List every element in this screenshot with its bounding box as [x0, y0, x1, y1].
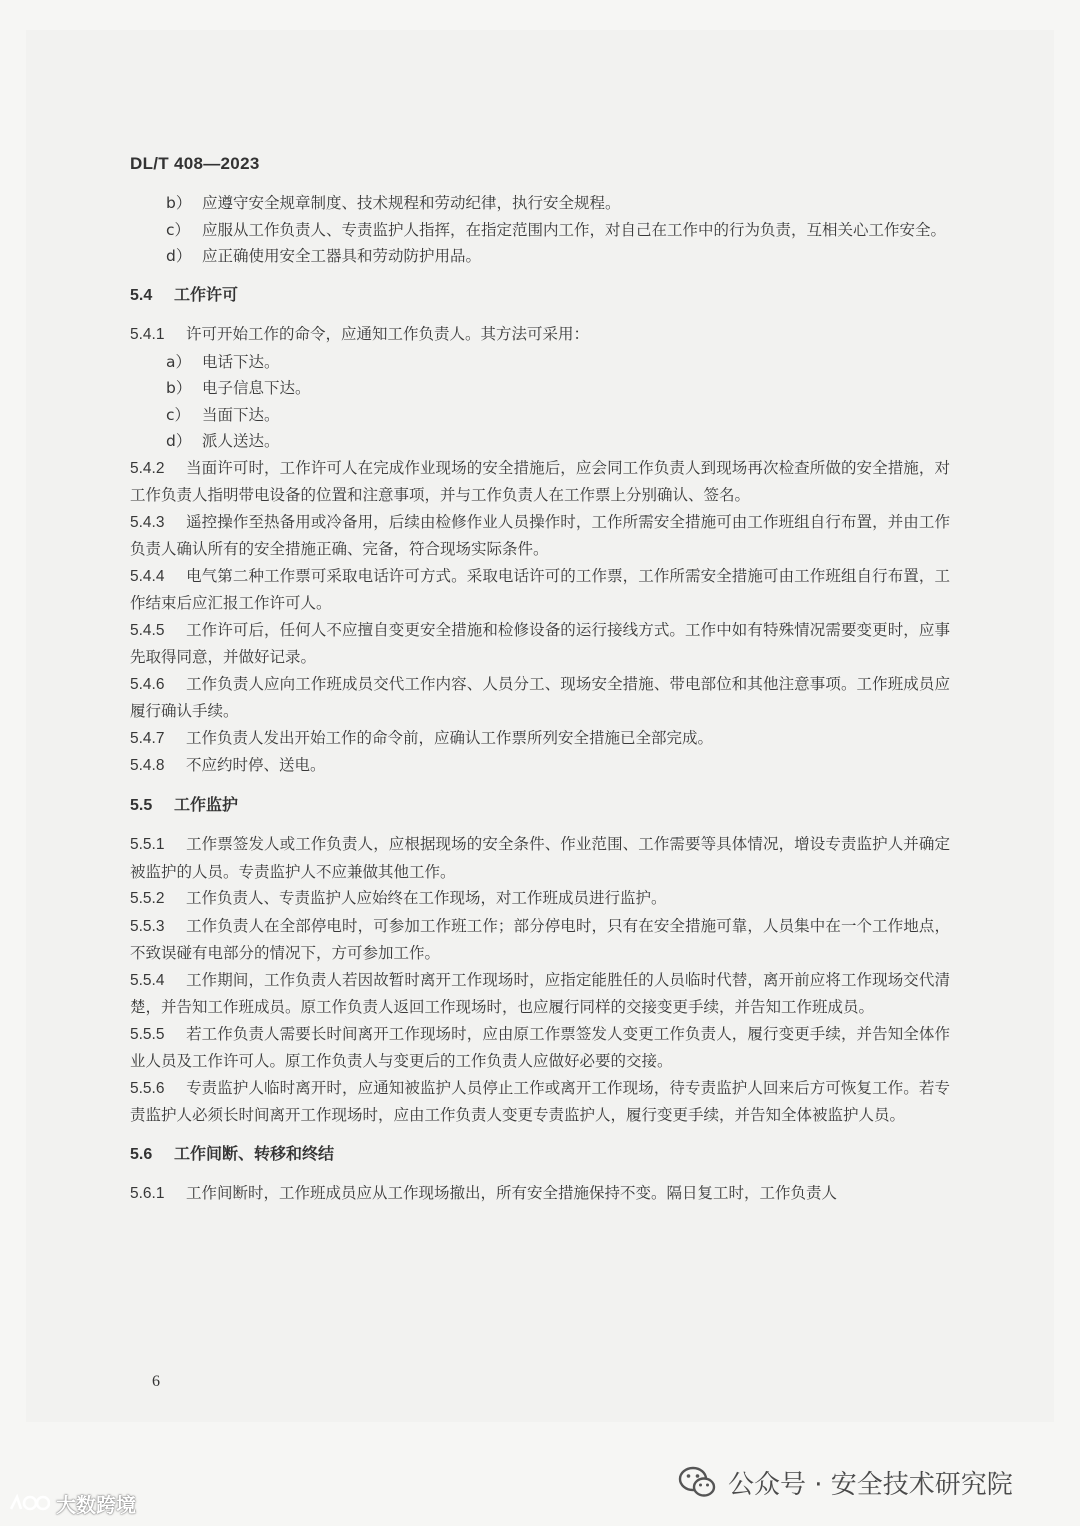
clause-text: 工作负责人、专责监护人应始终在工作现场，对工作班成员进行监护。: [186, 889, 667, 907]
clause-number: 5.4.5: [130, 621, 165, 639]
clause-paragraph: [130, 509, 950, 563]
clause-number: 5.4.7: [130, 729, 165, 747]
section-title: 工作许可: [174, 284, 239, 304]
section-heading: [130, 1141, 950, 1169]
clause-number: 5.4.4: [130, 567, 165, 585]
brand-logo-icon: [8, 1493, 50, 1513]
clause-text: 专责监护人临时离开时，应通知被监护人员停止工作或离开工作现场，待专责监护人回来后方可恢复工作。若专责监护人必须长时间离开工作现场时，应由工作负责人变更专责监护人，履行变更手续，并告知全体被监护人员。: [130, 1078, 950, 1124]
clause-paragraph: [130, 967, 950, 1021]
clause-paragraph: [130, 671, 950, 725]
list-item: [130, 217, 950, 244]
section-number: 5.4: [130, 286, 153, 304]
list-marker: d）: [166, 432, 192, 450]
clause-paragraph: [130, 885, 950, 913]
clause-paragraph: [130, 455, 950, 509]
wechat-label-text: 公众号 · 安全技术研究院: [728, 1469, 1013, 1500]
clause-text: 工作票签发人或工作负责人，应根据现场的安全条件、作业范围、工作需要等具体情况，增设专责监护人并确定被监护的人员。专责监护人不应兼做其他工作。: [130, 835, 950, 881]
list-marker: d）: [166, 247, 192, 265]
clause-number: 5.4.6: [130, 675, 165, 693]
clause-paragraph: [130, 913, 950, 967]
list-text: 应服从工作负责人、专责监护人指挥，在指定范围内工作，对自己在工作中的行为负责，互相关心工作安全。: [202, 220, 947, 239]
list-text: 电话下达。: [202, 352, 280, 371]
clause-text: 遥控操作至热备用或冷备用，后续由检修作业人员操作时，工作所需安全措施可由工作班组自行布置，并由工作负责人确认所有的安全措施正确、完备，符合现场实际条件。: [130, 512, 950, 558]
list-text: 电子信息下达。: [202, 379, 311, 397]
clause-paragraph: [130, 1021, 950, 1075]
list-marker: c）: [166, 220, 191, 239]
clause-number: 5.5.2: [130, 890, 165, 907]
clause-paragraph: [130, 752, 950, 780]
clause-text: 不应约时停、送电。: [186, 756, 326, 774]
clause-number: 5.4.8: [130, 757, 165, 774]
page-number: 6: [152, 1373, 160, 1390]
list-text: 当面下达。: [202, 405, 280, 424]
watermark-text: 大数跨境: [56, 1492, 136, 1517]
clause-text: 当面许可时，工作许可人在完成作业现场的安全措施后，应会同工作负责人到现场再次检查所做的安全措施，对工作负责人指明带电设备的位置和注意事项，并与工作负责人在工作票上分别确认、签名。: [130, 458, 950, 504]
list-item: [130, 428, 950, 455]
wechat-icon: [678, 1465, 716, 1499]
list-text: 派人送达。: [202, 432, 280, 450]
list-marker: c）: [166, 405, 191, 424]
clause-paragraph: [130, 831, 950, 885]
list-item: [130, 243, 950, 270]
clause-number: 5.4.2: [130, 459, 165, 477]
clause-paragraph: [130, 617, 950, 671]
clause-number: 5.4.1: [130, 326, 165, 343]
list-item: [130, 375, 950, 402]
clause-paragraph: [130, 563, 950, 617]
clause-text: 工作期间，工作负责人若因故暂时离开工作现场时，应指定能胜任的人员临时代替，离开前应将工作现场交代清楚，并告知工作班成员。原工作负责人返回工作现场时，也应履行同样的交接变更手续，并告知工作班成员。: [130, 970, 950, 1016]
section-title: 工作监护: [174, 794, 239, 814]
clause-text: 工作间断时，工作班成员应从工作现场撤出，所有安全措施保持不变。隔日复工时，工作负责人: [186, 1184, 838, 1202]
section-title: 工作间断、转移和终结: [174, 1143, 335, 1163]
standard-code: DL/T 408—2023: [130, 154, 260, 173]
clause-paragraph: [130, 725, 950, 753]
clause-text: 工作负责人在全部停电时，可参加工作班工作；部分停电时，只有在安全措施可靠，人员集中在一个工作地点，不致误碰有电部分的情况下，方可参加工作。: [130, 916, 950, 962]
list-text: 应正确使用安全工器具和劳动防护用品。: [202, 247, 482, 265]
clause-number: 5.5.6: [130, 1079, 165, 1097]
list-marker: a）: [166, 352, 191, 371]
section-heading: [130, 792, 950, 820]
clause-number: 5.5.4: [130, 971, 165, 989]
clause-text: 电气第二种工作票可采取电话许可方式。采取电话许可的工作票，工作所需安全措施可由工作班组自行布置，工作结束后应汇报工作许可人。: [130, 566, 950, 612]
watermark: [8, 1490, 136, 1516]
clause-number: 5.5.3: [130, 917, 165, 935]
clause-text: 工作负责人应向工作班成员交代工作内容、人员分工、现场安全措施、带电部位和其他注意事项。工作班成员应履行确认手续。: [130, 674, 950, 720]
document-body: [130, 190, 950, 1208]
clause-paragraph: [130, 1075, 950, 1129]
list-marker: b）: [166, 194, 192, 212]
clause-number: 5.6.1: [130, 1185, 165, 1202]
list-item: [130, 402, 950, 429]
clause-text: 工作负责人发出开始工作的命令前，应确认工作票所列安全措施已全部完成。: [186, 728, 714, 747]
list-marker: b）: [166, 379, 192, 397]
clause-paragraph: [130, 1180, 950, 1208]
clause-text: 若工作负责人需要长时间离开工作现场时，应由原工作票签发人变更工作负责人，履行变更手续，并告知全体作业人员及工作许可人。原工作负责人与变更后的工作负责人应做好必要的交接。: [130, 1024, 950, 1070]
section-heading: [130, 282, 950, 310]
clause-text: 许可开始工作的命令，应通知工作负责人。其方法可采用：: [186, 325, 590, 343]
clause-text: 工作许可后，任何人不应擅自变更安全措施和检修设备的运行接线方式。工作中如有特殊情况需要变更时，应事先取得同意，并做好记录。: [130, 620, 950, 666]
clause-number: 5.5.5: [130, 1025, 165, 1043]
list-item: [130, 349, 950, 376]
list-text: 应遵守安全规章制度、技术规程和劳动纪律，执行安全规程。: [202, 194, 621, 212]
clause-number: 5.5.1: [130, 836, 165, 853]
section-number: 5.5: [130, 796, 153, 814]
section-number: 5.6: [130, 1145, 153, 1163]
clause-paragraph: [130, 321, 950, 349]
clause-number: 5.4.3: [130, 513, 165, 531]
list-item: [130, 190, 950, 217]
wechat-account-label[interactable]: [678, 1462, 1013, 1502]
